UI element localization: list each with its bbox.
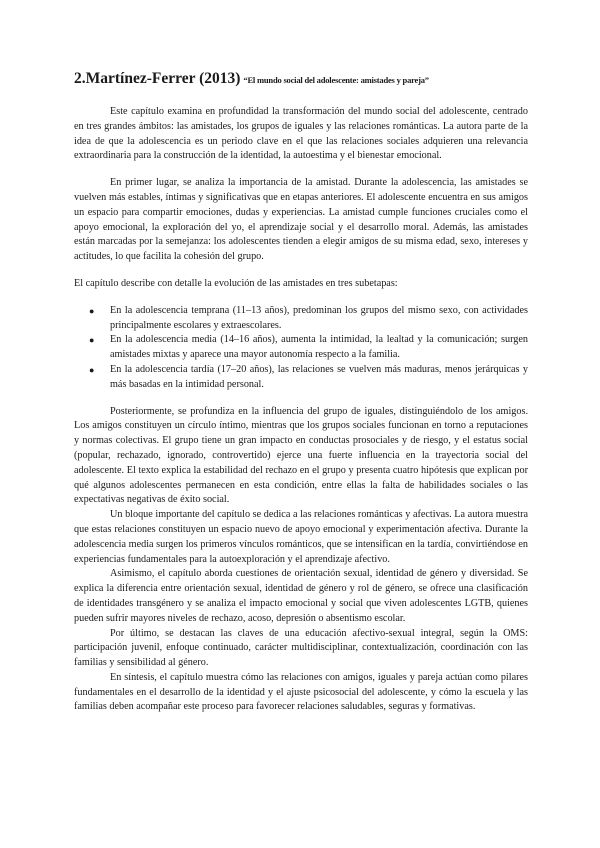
paragraph-diversity: Asimismo, el capítulo aborda cuestiones de orientación sexual, identidad de género y diversidad. Se explica la diferencia entre orientación sexual, identidad de género y rol de género, se ofrece una clasificación de identidades transgénero y se analiza el impacto emocional y social que viven adolescentes LGTB, quienes pueden sufrir mayores niveles de rechazo, acoso, depresión o absentismo escolar.	[74, 568, 528, 624]
paragraph-education: Por último, se destacan las claves de una educación afectivo-sexual integral, según la OMS: participación juvenil, enfoque continuado, carácter multidisciplinar, contextualización, coordinación con las familias y sensibilidad al género.	[74, 627, 528, 669]
paragraph-friendship: En primer lugar, se analiza la importancia de la amistad. Durante la adolescencia, las amistades se vuelven más estables, íntimas y significativas que en etapas anteriores. El adolescente encuentra en sus amigos un espacio para compartir emociones, dudas y experiencias. La amistad cumple funciones cruciales como el apoyo emocional, la exploración del yo, el aprendizaje social y el desarrollo moral. Además, las amistades están marcadas por la semejanza: los adolescentes tienden a elegir amigos de su misma edad, sexo, intereses y actitudes, lo que facilita la cohesión del grupo.	[74, 177, 528, 263]
list-item-text: En la adolescencia media (14–16 años), aumenta la intimidad, la lealtad y la comunicación; surgen amistades mixtas y aparece una mayor autonomía respecto a la familia.	[110, 334, 528, 361]
bullet-icon: ●	[89, 335, 95, 346]
list-item	[89, 304, 528, 334]
list-item	[89, 363, 528, 393]
substages-list	[74, 304, 528, 393]
heading-subtitle: “El mundo social del adolescente: amistades y pareja”	[243, 75, 429, 85]
list-item-text: En la adolescencia temprana (11–13 años), predominan los grupos del mismo sexo, con actividades principalmente escolares y extraescolares.	[110, 304, 528, 331]
list-item	[89, 333, 528, 363]
section-heading	[74, 70, 528, 89]
document-page	[74, 70, 528, 715]
paragraph-romantic: Un bloque importante del capítulo se dedica a las relaciones románticas y afectivas. La autora muestra que estas relaciones constituyen un espacio nuevo de apoyo emocional y experimentación afectiva. Durante la adolescencia media surgen los primeros vínculos románticos, que se intensifican en la tardía, convirtiéndose en experiencias fundamentales para la autoexploración y el aprendizaje afectivo.	[74, 509, 528, 565]
bullet-icon: ●	[89, 305, 95, 316]
bullet-icon: ●	[89, 364, 95, 375]
paragraph-substages-intro: El capítulo describe con detalle la evolución de las amistades en tres subetapas:	[74, 277, 398, 289]
paragraph-intro: Este capítulo examina en profundidad la transformación del mundo social del adolescente, centrado en tres grandes ámbitos: las amistades, los grupos de iguales y las relaciones románticas. La autora parte de la idea de que la adolescencia es un periodo clave en el que las relaciones sociales adquieren una relevancia extraordinaria para la construcción de la identidad, la autoestima y el bienestar emocional.	[74, 106, 528, 162]
paragraph-peer-group: Posteriormente, se profundiza en la influencia del grupo de iguales, distinguiéndolo de los amigos. Los amigos constituyen un círculo íntimo, mientras que los grupos sociales funcionan en torno a reputaciones y normas colectivas. El grupo tiene un gran impacto en conductas prosociales y de riesgo, y el estatus social (popular, rechazado, ignorado, controvertido) ejerce una fuerte influencia en la trayectoria social del adolescente. El texto explica la estabilidad del rechazo en el grupo y presenta cuatro hipótesis que explican por qué algunos adolescentes permanecen en esta condición, entre ellas la falta de habilidades sociales o las expectativas negativas de éxito social.	[74, 405, 528, 506]
list-item-text: En la adolescencia tardía (17–20 años), las relaciones se vuelven más maduras, menos jerárquicas y más basadas en la intimidad personal.	[110, 363, 528, 390]
paragraph-synthesis: En síntesis, el capítulo muestra cómo las relaciones con amigos, iguales y pareja actúan como pilares fundamentales en el desarrollo de la identidad y el ajuste psicosocial del adolescente, y cómo la escuela y las familias deben acompañar este proceso para favorecer relaciones saludables, seguras y formativas.	[74, 671, 528, 713]
heading-title: 2.Martínez-Ferrer (2013)	[74, 70, 241, 87]
